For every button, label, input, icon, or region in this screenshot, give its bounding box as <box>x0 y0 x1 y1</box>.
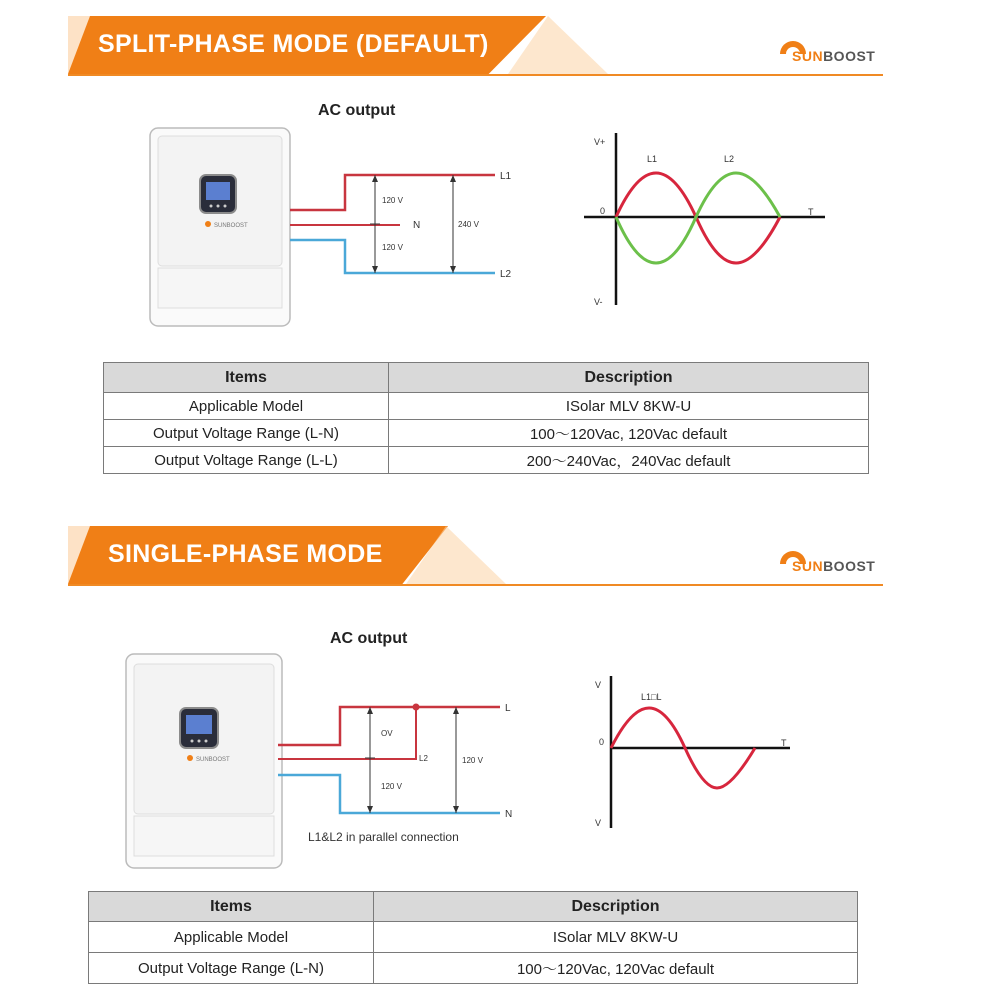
waveform-single <box>585 668 805 833</box>
inverter-brand: SUNBOOST <box>214 223 248 229</box>
header-items: Items <box>89 892 374 922</box>
section-banner-split <box>68 16 883 76</box>
ac-output-title: AC output <box>318 102 396 119</box>
logo-wordmark: SUNBOOST <box>792 48 876 64</box>
series-label-l: L1□L <box>641 692 662 702</box>
svg-text:OV: OV <box>381 729 393 738</box>
svg-text:T: T <box>808 207 814 217</box>
sunboost-logo <box>778 32 888 72</box>
section-title: SPLIT-PHASE MODE (DEFAULT) <box>98 30 489 58</box>
svg-text:V+: V+ <box>594 137 606 147</box>
inverter-device <box>140 120 300 335</box>
svg-text:120 V: 120 V <box>382 243 403 252</box>
svg-text:120 V: 120 V <box>462 756 483 765</box>
section-banner-single <box>68 526 883 586</box>
svg-text:0: 0 <box>599 737 605 747</box>
wiring-diagram-split <box>280 160 540 290</box>
svg-text:L2: L2 <box>419 754 428 763</box>
svg-text:N: N <box>413 220 421 231</box>
spec-table-single <box>88 891 858 984</box>
svg-text:V-: V- <box>594 297 603 307</box>
svg-text:240 V: 240 V <box>458 220 479 229</box>
section-title: SINGLE-PHASE MODE <box>108 540 383 568</box>
svg-text:V: V <box>595 680 602 690</box>
wiring-diagram-single <box>278 695 538 855</box>
series-label-l1: L1 <box>647 154 658 164</box>
table-row: Applicable Model ISolar MLV 8KW-U <box>89 922 858 953</box>
svg-text:L1: L1 <box>500 171 512 182</box>
spec-table-split <box>103 362 869 474</box>
banner-underline <box>68 584 883 586</box>
table-row: Output Voltage Range (L-N) 100～120Vac, 120Vac default <box>104 420 869 447</box>
inverter-brand: SUNBOOST <box>196 757 230 763</box>
table-row: Output Voltage Range (L-L) 200～240Vac，240Vac default <box>104 447 869 474</box>
header-items: Items <box>104 363 389 393</box>
svg-text:120 V: 120 V <box>381 782 402 791</box>
ac-output-title: AC output <box>330 630 408 647</box>
svg-text:120 V: 120 V <box>382 196 403 205</box>
logo-wordmark: SUNBOOST <box>792 558 876 574</box>
banner-underline <box>68 74 883 76</box>
sunboost-logo <box>778 542 888 582</box>
parallel-caption: L1&L2 in parallel connection <box>308 830 459 844</box>
svg-text:L2: L2 <box>500 269 512 280</box>
header-description: Description <box>389 363 869 393</box>
waveform-split <box>580 125 840 315</box>
svg-text:L: L <box>505 703 511 714</box>
svg-text:N: N <box>505 809 513 820</box>
table-row: Output Voltage Range (L-N) 100～120Vac, 120Vac default <box>89 953 858 984</box>
series-label-l2: L2 <box>724 154 735 164</box>
svg-text:0: 0 <box>600 206 606 216</box>
inverter-device <box>118 650 293 875</box>
header-description: Description <box>374 892 858 922</box>
table-row: Applicable Model ISolar MLV 8KW-U <box>104 393 869 420</box>
svg-text:T: T <box>781 738 787 748</box>
svg-text:V: V <box>595 818 602 828</box>
